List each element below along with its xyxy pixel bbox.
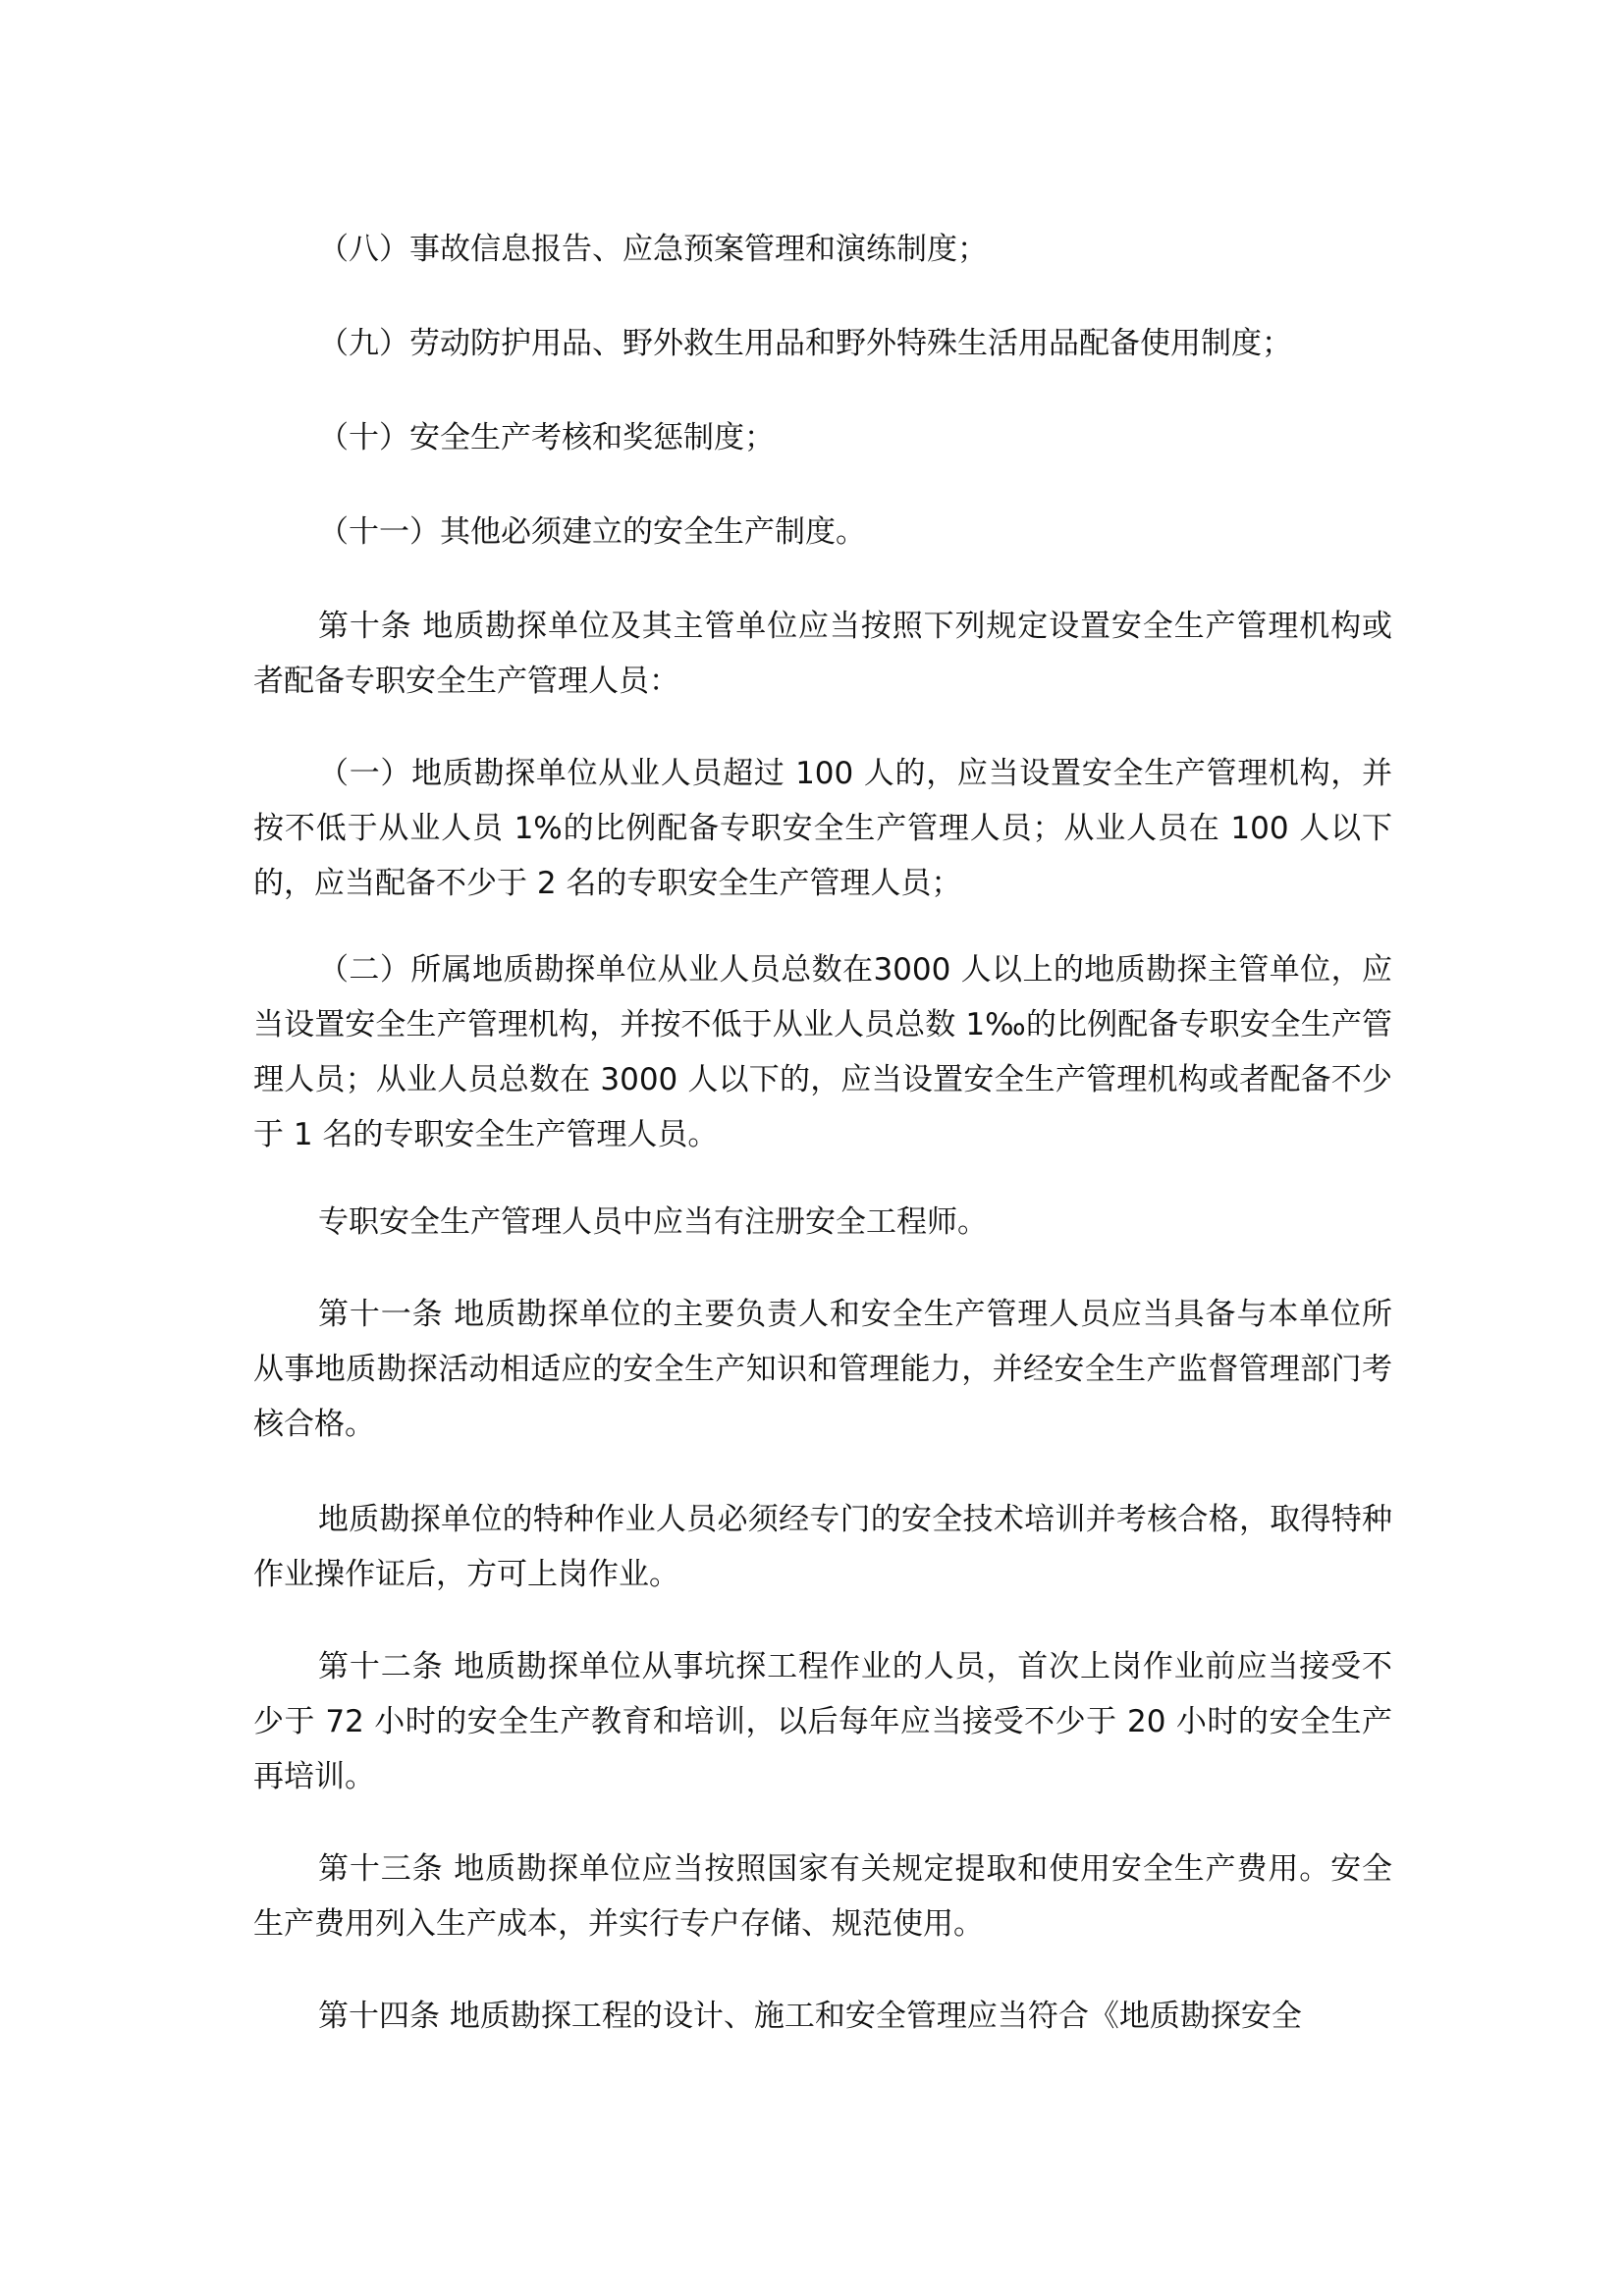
paragraph-registered-engineer: 专职安全生产管理人员中应当有注册安全工程师。 (318, 1204, 988, 1240)
paragraph-article-10-item-1: （一）地质勘探单位从业人员超过 100 人的，应当设置安全生产管理机构，并按不低于从业人员 1%的比例配备专职安全生产管理人员；从业人员在 100 人以下的，应当配备不少于 2 名的专职安全生产管理人员； (253, 756, 1392, 901)
paragraph-article-13: 第十三条 地质勘探单位应当按照国家有关规定提取和使用安全生产费用。安全生产费用列入生产成本，并实行专户存储、规范使用。 (253, 1851, 1392, 1942)
paragraph-item-10: （十）安全生产考核和奖惩制度； (318, 420, 775, 455)
paragraph-item-9: （九）劳动防护用品、野外救生用品和野外特殊生活用品配备使用制度； (318, 326, 1292, 361)
paragraph-article-10-item-2: （二）所属地质勘探单位从业人员总数在3000 人以上的地质勘探主管单位，应当设置安全生产管理机构，并按不低于从业人员总数 1‰的比例配备专职安全生产管理人员；从业人员总数在 3000 人以下的，应当设置安全生产管理机构或者配备不少于 1 名的专职安全生产管理人员。 (253, 952, 1392, 1152)
paragraph-article-14: 第十四条 地质勘探工程的设计、施工和安全管理应当符合《地质勘探安全 (318, 1999, 1302, 2034)
paragraph-article-11: 第十一条 地质勘探单位的主要负责人和安全生产管理人员应当具备与本单位所从事地质勘探活动相适应的安全生产知识和管理能力，并经安全生产监督管理部门考核合格。 (253, 1297, 1392, 1442)
paragraph-article-12: 第十二条 地质勘探单位从事坑探工程作业的人员，首次上岗作业前应当接受不少于 72 小时的安全生产教育和培训，以后每年应当接受不少于 20 小时的安全生产再培训。 (253, 1649, 1392, 1794)
paragraph-item-8: （八）事故信息报告、应急预案管理和演练制度； (318, 232, 988, 267)
paragraph-article-10: 第十条 地质勘探单位及其主管单位应当按照下列规定设置安全生产管理机构或者配备专职安全生产管理人员： (253, 609, 1392, 699)
paragraph-item-11: （十一）其他必须建立的安全生产制度。 (318, 514, 866, 550)
paragraph-special-operators: 地质勘探单位的特种作业人员必须经专门的安全技术培训并考核合格，取得特种作业操作证后，方可上岗作业。 (253, 1502, 1392, 1592)
